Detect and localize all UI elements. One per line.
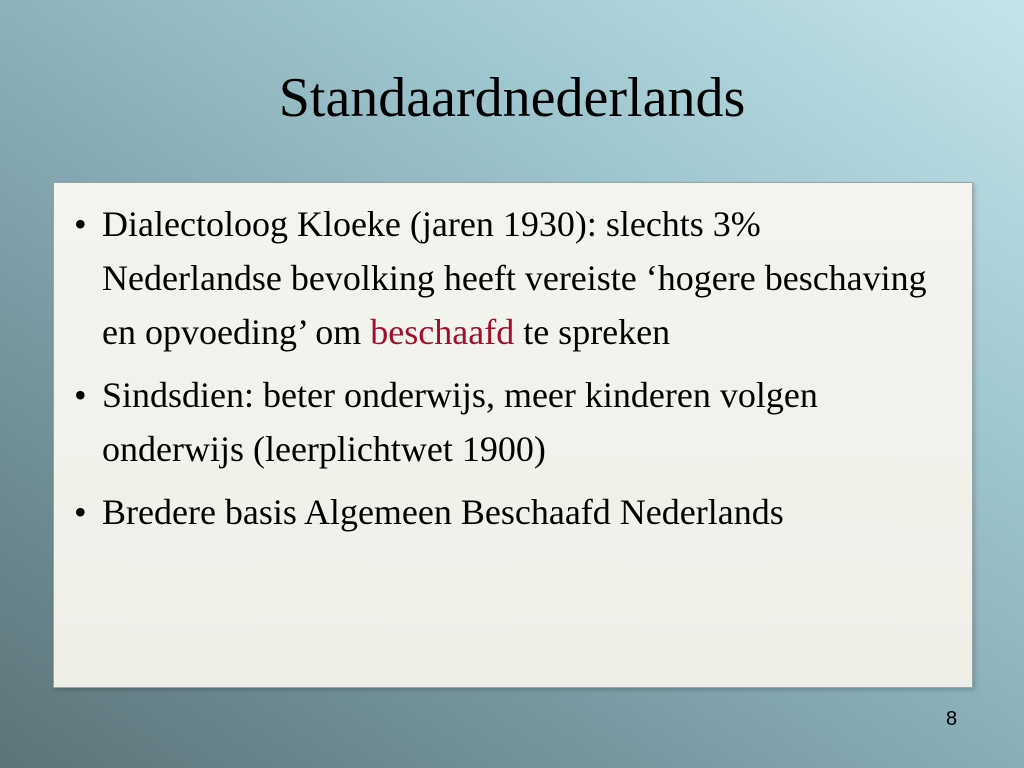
content-box <box>53 182 973 688</box>
bullet-text-before: Dialectoloog Kloeke (jaren 1930): slechts 3% Nederlandse bevolking heeft vereiste ‘hogere beschaving en opvoeding’ om <box>102 204 927 352</box>
bullet-item-kloeke <box>74 197 942 359</box>
bullet-list <box>54 183 972 539</box>
slide-number: 8 <box>946 708 958 730</box>
bullet-icon: • <box>74 492 87 532</box>
bullet-text-after: te spreken <box>514 312 671 352</box>
bullet-item-abn <box>74 485 942 539</box>
bullet-icon: • <box>74 375 87 415</box>
highlighted-term: beschaafd <box>370 312 515 352</box>
bullet-item-onderwijs <box>74 368 942 476</box>
slide-title: Standaardnederlands <box>278 67 746 129</box>
bullet-text: Bredere basis Algemeen Beschaafd Nederlands <box>102 492 784 532</box>
bullet-icon: • <box>74 204 87 244</box>
bullet-text: Sindsdien: beter onderwijs, meer kinderen volgen onderwijs (leerplichtwet 1900) <box>102 375 818 469</box>
